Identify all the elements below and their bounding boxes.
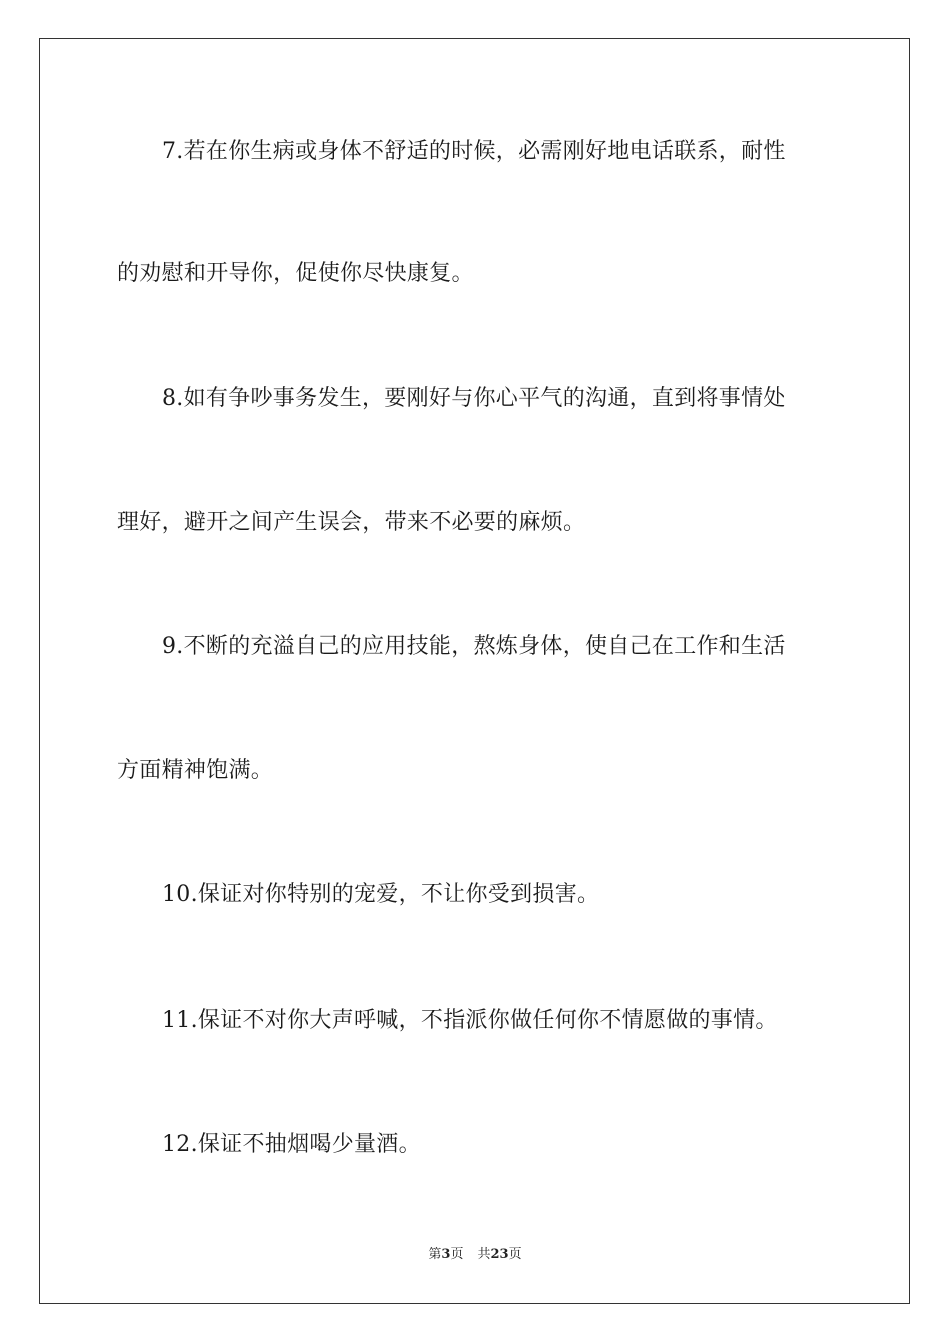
paragraph-10: 10.保证对你特别的宠爱，不让你受到损害。 (162, 882, 600, 907)
paragraph-12: 12.保证不抽烟喝少量酒。 (162, 1132, 421, 1157)
total-prefix: 共 (477, 1247, 491, 1262)
paragraph-8-line-1: 8.如有争吵事务发生，要刚好与你心平气的沟通，直到将事情处 (162, 386, 786, 411)
page-number: 3 (441, 1247, 451, 1262)
paragraph-7-line-2: 的劝慰和开导你，促使你尽快康复。 (117, 261, 474, 286)
total-suffix: 页 (508, 1247, 522, 1262)
paragraph-7-line-1: 7.若在你生病或身体不舒适的时候，必需刚好地电话联系，耐性 (162, 139, 786, 164)
paragraph-9-line-2: 方面精神饱满。 (117, 758, 274, 783)
page-footer (0, 1246, 950, 1264)
paragraph-8-line-2: 理好，避开之间产生误会，带来不必要的麻烦。 (117, 510, 586, 535)
page-suffix: 页 (450, 1247, 464, 1262)
paragraph-9-line-1: 9.不断的充溢自己的应用技能，熬炼身体，使自己在工作和生活 (162, 634, 786, 659)
paragraph-11: 11.保证不对你大声呼喊，不指派你做任何你不情愿做的事情。 (162, 1008, 778, 1033)
total-pages: 23 (490, 1247, 509, 1262)
page-frame (39, 38, 910, 1304)
page-prefix: 第 (428, 1247, 442, 1262)
